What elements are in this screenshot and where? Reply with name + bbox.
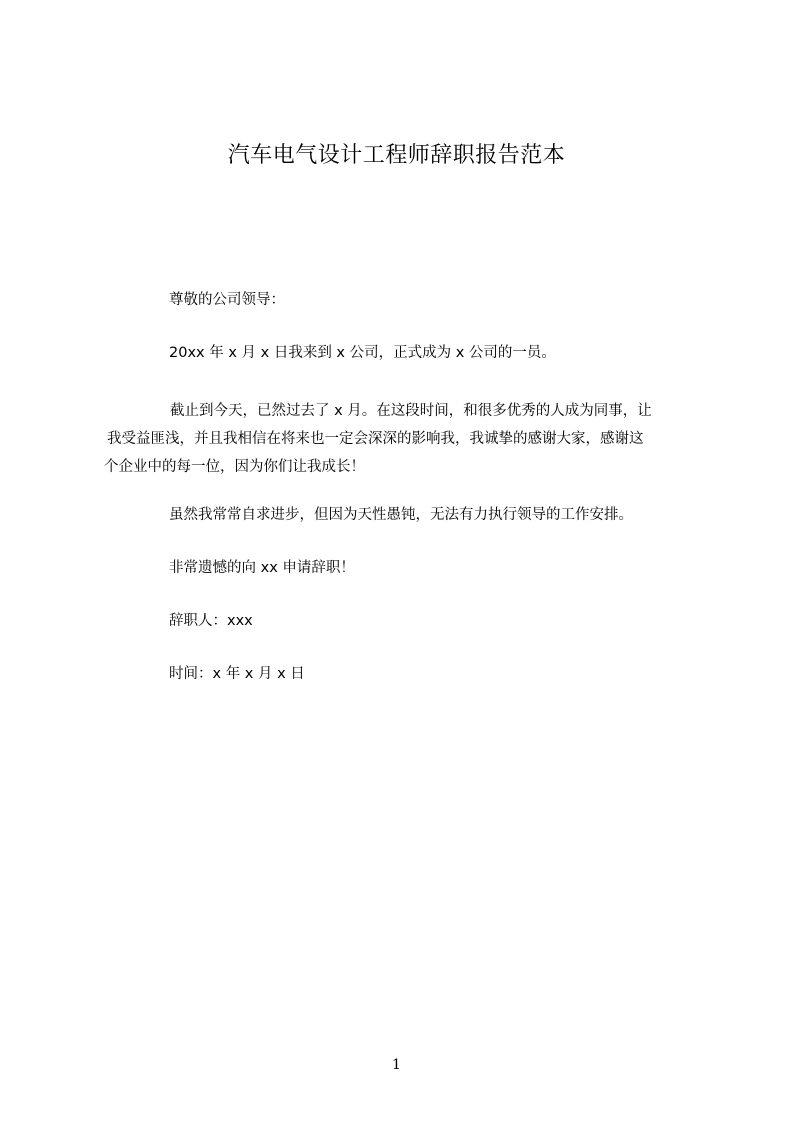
paragraph-gratitude-line: 个企业中的每一位，因为你们让我成长！ [104,459,365,475]
paragraph-gratitude-line: 我受益匪浅，并且我相信在将来也一定会深深的影响我，我诚挚的感谢大家，感谢这 [107,431,644,447]
paragraph-reason: 虽然我常常自求进步，但因为天性愚钝，无法有力执行领导的工作安排。 [169,507,633,523]
paragraph-gratitude-line: 截止到今天，已然过去了 x 月。在这段时间，和很多优秀的人成为同事，让 [170,403,652,419]
paragraph-gratitude [104,397,708,481]
date-line: 时间：x 年 x 月 x 日 [169,666,305,682]
paragraph-resignation-request: 非常遗憾的向 xx 申请辞职！ [169,560,355,576]
paragraph-join-date: 20xx 年 x 月 x 日我来到 x 公司，正式成为 x 公司的一员。 [169,345,556,361]
document-title: 汽车电气设计工程师辞职报告范本 [227,143,566,168]
signer-line: 辞职人：xxx [169,613,253,629]
salutation: 尊敬的公司领导： [169,292,285,308]
page-number: 1 [392,1057,401,1073]
